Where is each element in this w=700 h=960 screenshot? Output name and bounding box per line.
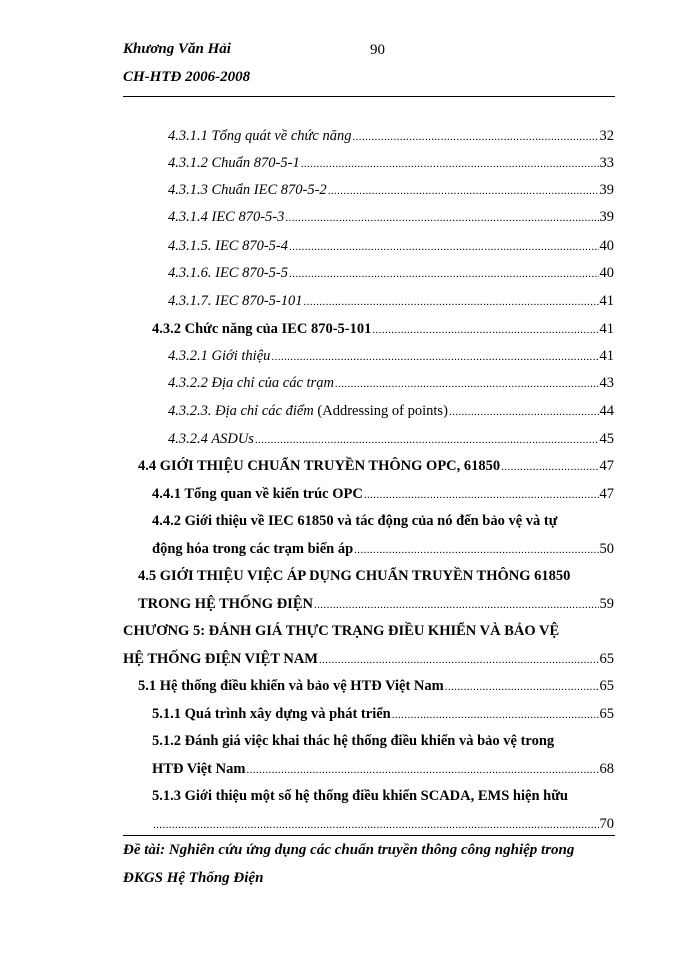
toc-entry (168, 128, 614, 145)
header-rule (123, 96, 615, 97)
toc-entry-label: 4.3.1.2 Chuẩn 870-5-1 (168, 155, 300, 171)
toc-entry (168, 403, 614, 420)
toc-entry-page: 44 (599, 403, 614, 419)
toc-entry-label-extra: (Addressing of points) (317, 403, 448, 419)
toc-leader-dots (255, 431, 599, 448)
toc-entry-page: 70 (599, 816, 614, 832)
toc-entry (168, 293, 614, 310)
toc-entry-label: 4.3.2.4 ASDUs (168, 431, 254, 447)
toc-entry-page: 65 (599, 651, 614, 667)
toc-entry-page: 32 (599, 128, 614, 144)
toc-entry-page: 65 (599, 678, 614, 694)
toc-leader-dots (392, 706, 599, 723)
toc-entry (138, 678, 614, 695)
toc-entry (138, 458, 614, 475)
toc-entry-label: 4.3.2.3. Địa chỉ các điểm (168, 403, 314, 419)
toc-entry-first-line: 5.1.2 Đánh giá việc khai thác hệ thống điều khiển và bảo vệ trong (152, 733, 555, 749)
toc-entry-page: 50 (599, 541, 614, 557)
toc-leader-dots (335, 375, 599, 392)
toc-entry (168, 375, 614, 392)
toc-entry (152, 761, 614, 778)
toc-entry-label: 4.3.2 Chức năng của IEC 870-5-101 (152, 321, 372, 337)
toc-entry-label: 4.3.1.6. IEC 870-5-5 (168, 265, 289, 281)
toc-entry-page: 39 (599, 182, 614, 198)
toc-entry (168, 431, 614, 448)
toc-leader-dots (246, 761, 598, 778)
toc-entry-page: 41 (599, 293, 614, 309)
toc-entry (168, 182, 614, 199)
toc-leader-dots (314, 596, 599, 613)
toc-entry-label: 4.3.1.1 Tổng quát về chức năng (168, 128, 352, 144)
toc-entry-label: 5.1.1 Quá trình xây dựng và phát triển (152, 706, 391, 722)
toc-leader-dots (364, 486, 599, 503)
toc-entry-page: 43 (599, 375, 614, 391)
toc-entry-page: 39 (599, 209, 614, 225)
header-author: Khương Văn Hải (123, 41, 231, 57)
toc-leader-dots (153, 816, 599, 833)
toc-entry-label: động hóa trong các trạm biến áp (152, 541, 354, 557)
toc-entry (168, 265, 614, 282)
toc-entry (123, 651, 614, 668)
toc-entry-first-line: 4.5 GIỚI THIỆU VIỆC ÁP DỤNG CHUẨN TRUYỀN THÔNG 61850 (138, 568, 571, 584)
toc-entry-page: 47 (599, 486, 614, 502)
header-page-number: 90 (370, 42, 385, 58)
toc-entry-label: 4.3.1.5. IEC 870-5-4 (168, 238, 289, 254)
toc-leader-dots (289, 238, 598, 255)
header-course: CH-HTĐ 2006-2008 (123, 69, 251, 85)
toc-entry-page: 47 (599, 458, 614, 474)
footer-topic-line2: ĐKGS Hệ Thống Điện (123, 870, 264, 886)
toc-entry-page: 41 (599, 348, 614, 364)
toc-leader-dots (372, 321, 598, 338)
toc-leader-dots (271, 348, 598, 365)
toc-entry-label: 4.3.2.1 Giới thiệu (168, 348, 271, 364)
toc-entry-label: HỆ THỐNG ĐIỆN VIỆT NAM (123, 651, 318, 667)
toc-entry-page: 40 (599, 238, 614, 254)
toc-entry-label: 4.3.1.7. IEC 870-5-101 (168, 293, 303, 309)
toc-entry-page: 59 (599, 596, 614, 612)
toc-entry-label: 5.1 Hệ thống điều khiển và bảo vệ HTĐ Việt Nam (138, 678, 444, 694)
toc-leader-dots (328, 182, 599, 199)
toc-entry (138, 596, 614, 613)
toc-entry-first-line: CHƯƠNG 5: ĐÁNH GIÁ THỰC TRẠNG ĐIỀU KHIỂN VÀ BẢO VỆ (123, 623, 560, 639)
toc-entry-label: 4.3.1.4 IEC 870-5-3 (168, 209, 285, 225)
toc-entry-label: 4.3.1.3 Chuẩn IEC 870-5-2 (168, 182, 327, 198)
toc-entry (168, 155, 614, 172)
toc-entry (152, 321, 614, 338)
toc-entry-label: TRONG HỆ THỐNG ĐIỆN (138, 596, 313, 612)
toc-entry (152, 816, 614, 833)
toc-entry-page: 40 (599, 265, 614, 281)
toc-leader-dots (285, 209, 598, 226)
toc-leader-dots (354, 541, 598, 558)
toc-entry-label: 4.3.2.2 Địa chỉ của các trạm (168, 375, 334, 391)
toc-entry (168, 238, 614, 255)
toc-entry-page: 45 (599, 431, 614, 447)
toc-entry (168, 348, 614, 365)
toc-entry (152, 486, 614, 503)
toc-entry-first-line: 5.1.3 Giới thiệu một số hệ thống điều khiển SCADA, EMS hiện hữu (152, 788, 568, 804)
toc-entry-page: 41 (599, 321, 614, 337)
footer-topic-line1: Đề tài: Nghiên cứu ứng dụng các chuẩn truyền thông công nghiệp trong (123, 842, 575, 858)
toc-leader-dots (353, 128, 599, 145)
toc-entry-page: 68 (599, 761, 614, 777)
toc-entry-first-line: 4.4.2 Giới thiệu về IEC 61850 và tác động của nó đến bảo vệ và tự (152, 513, 558, 529)
toc-leader-dots (501, 458, 598, 475)
toc-leader-dots (301, 155, 599, 172)
footer-rule (123, 835, 615, 836)
toc-entry-label: 4.4 GIỚI THIỆU CHUẨN TRUYỀN THÔNG OPC, 61850 (138, 458, 501, 474)
toc-entry (168, 209, 614, 226)
toc-leader-dots (445, 678, 599, 695)
toc-entry-page: 33 (599, 155, 614, 171)
toc-entry-label: HTĐ Việt Nam (152, 761, 246, 777)
toc-entry-page: 65 (599, 706, 614, 722)
toc-leader-dots (319, 651, 599, 668)
toc-entry-label: 4.4.1 Tổng quan về kiến trúc OPC (152, 486, 363, 502)
toc-leader-dots (449, 403, 599, 420)
toc-leader-dots (289, 265, 598, 282)
toc-entry (152, 541, 614, 558)
toc-entry (152, 706, 614, 723)
toc-leader-dots (304, 293, 599, 310)
